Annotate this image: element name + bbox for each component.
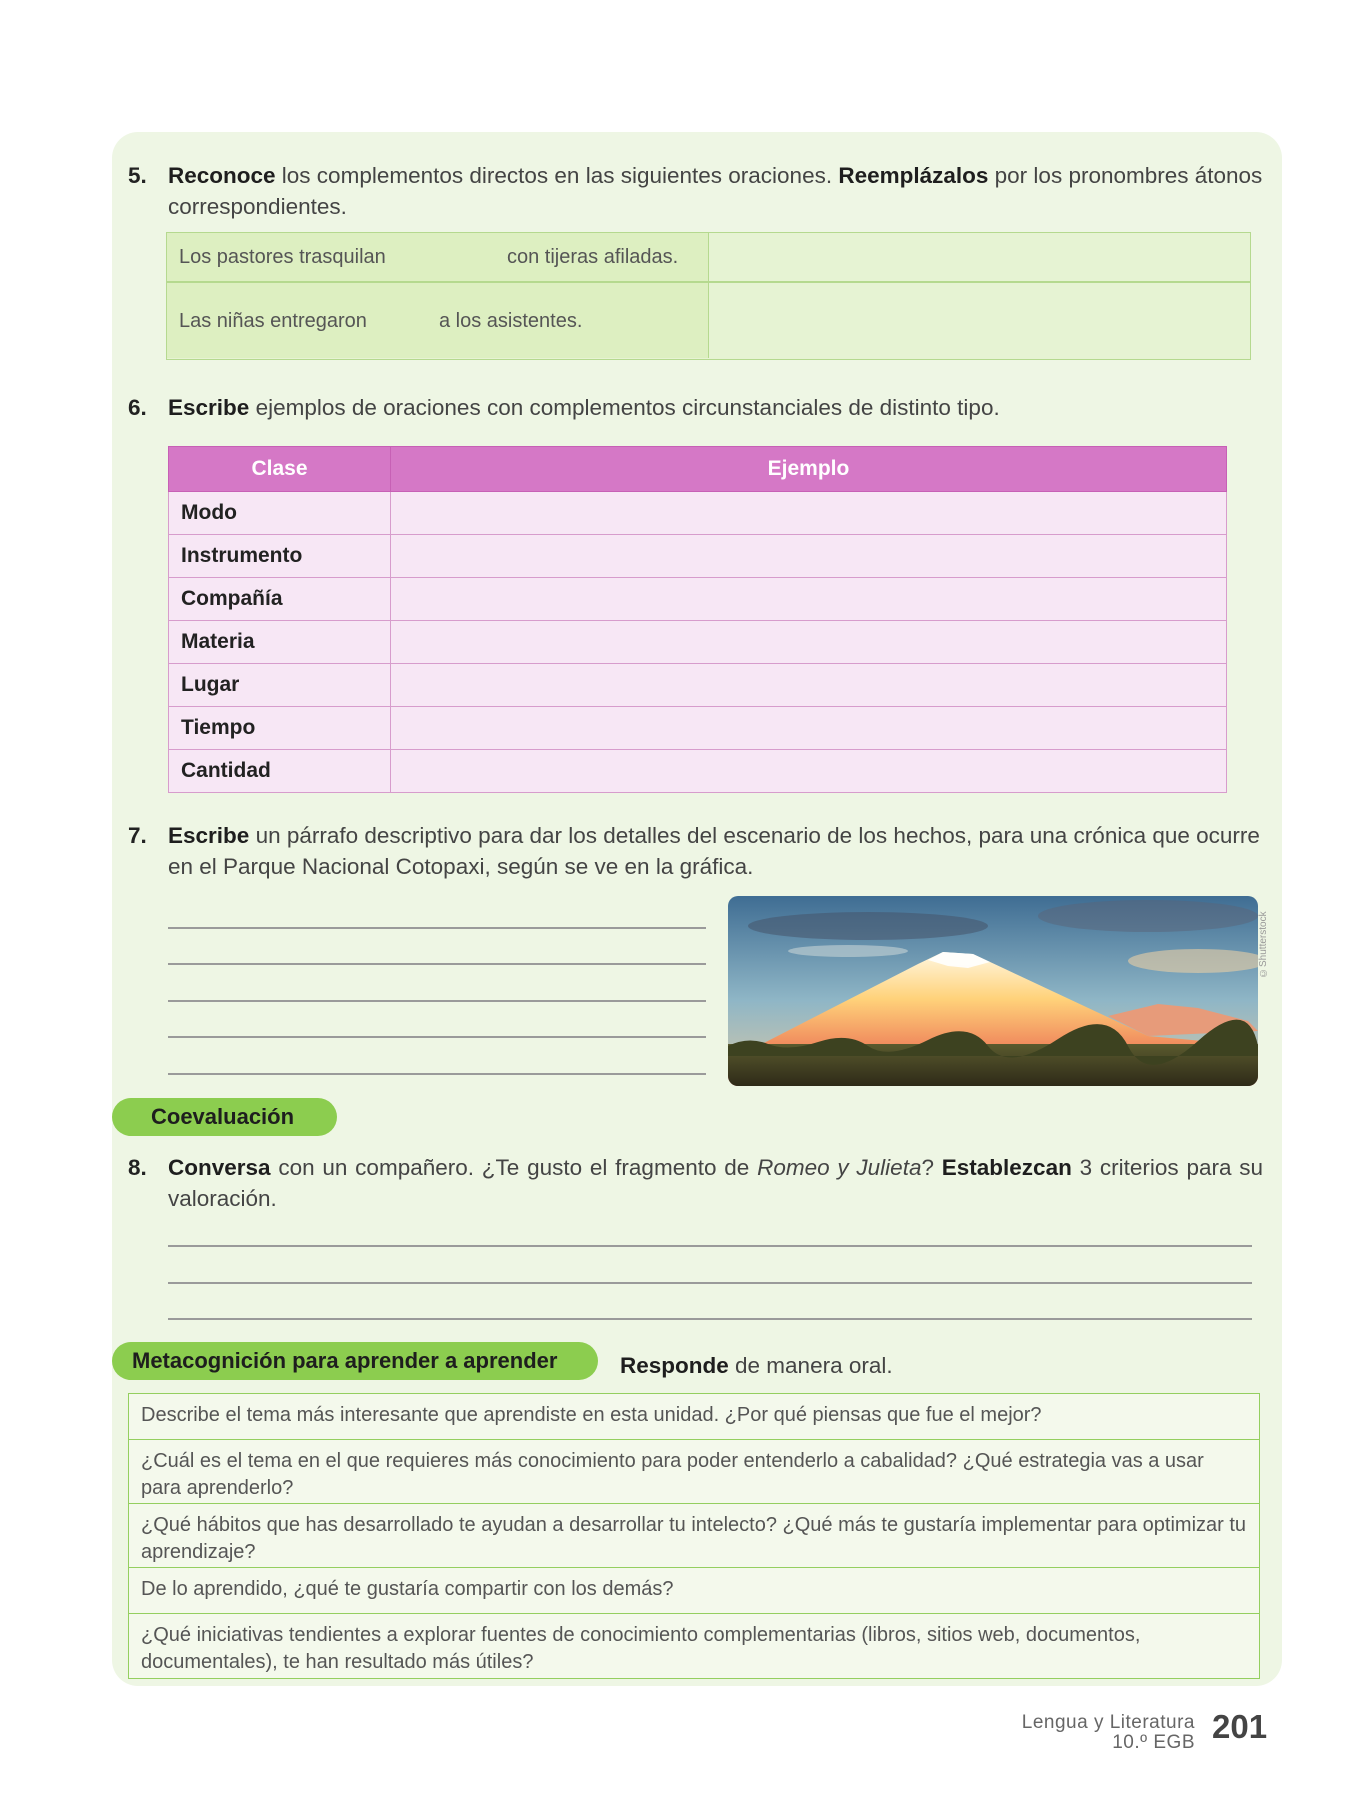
exercise-5 [128,160,1263,222]
exercise-instruction: Conversa con un compañero. ¿Te gusto el fragmento de Romeo y Julieta? Establezcan 3 criterios para su valoración. [168,1155,1264,1211]
table-row [169,578,1227,621]
example-field[interactable] [391,535,1227,578]
list-item: Describe el tema más interesante que aprendiste en esta unidad. ¿Por qué piensas que fue el mejor? [129,1394,1259,1440]
writing-line[interactable] [168,1036,706,1038]
table-row [169,492,1227,535]
class-label: Compañía [169,578,391,621]
class-label: Lugar [169,664,391,707]
footer-subject [1022,1713,1195,1753]
writing-line[interactable] [168,1245,1252,1247]
sentence-1-end: con tijeras afiladas. [507,246,679,268]
exercise-instruction: Escribe un párrafo descriptivo para dar los detalles del escenario de los hechos, para una crónica que ocurre en el Parque Nacional Cotopaxi, según se ve en la gráfica. [168,823,1260,879]
page-number: 201 [1212,1708,1268,1745]
answer-field-1[interactable] [711,233,1250,281]
exercise-instruction: Escribe ejemplos de oraciones con complementos circunstanciales de distinto tipo. [168,395,1000,420]
sentence-2-start: Las niñas entregaron [179,310,367,332]
grade-level: 10.º EGB [1112,1732,1195,1753]
cotopaxi-volcano-photo [728,896,1258,1086]
class-label: Modo [169,492,391,535]
metacognition-label: Metacognición para aprender a aprender [112,1342,598,1380]
metacognition-questions [128,1393,1260,1679]
exercise-number: 7. [128,823,147,848]
class-label: Cantidad [169,750,391,793]
writing-line[interactable] [168,963,706,965]
table-row [169,664,1227,707]
example-field[interactable] [391,664,1227,707]
exercise-number: 6. [128,395,147,420]
writing-line[interactable] [168,927,706,929]
writing-line[interactable] [168,1000,706,1002]
header-clase: Clase [169,447,391,492]
example-field[interactable] [391,578,1227,621]
metacognition-instruction: Responde de manera oral. [620,1353,893,1378]
exercise-7 [128,820,1263,882]
coevaluation-label: Coevaluación [112,1098,337,1136]
table-row [169,621,1227,664]
sentence-2-end: a los asistentes. [439,310,583,332]
example-field[interactable] [391,750,1227,793]
photo-credit: ©Shutterstock [1258,911,1269,978]
example-field[interactable] [391,621,1227,664]
class-label: Materia [169,621,391,664]
list-item: De lo aprendido, ¿qué te gustaría compartir con los demás? [129,1568,1259,1614]
writing-line[interactable] [168,1318,1252,1320]
class-label: Tiempo [169,707,391,750]
header-ejemplo: Ejemplo [391,447,1227,492]
list-item: ¿Cuál es el tema en el que requieres más conocimiento para poder entenderlo a cabalidad? ¿Qué estrategia vas a usar para aprenderlo? [129,1440,1259,1504]
exercise-6 [128,392,1263,423]
circumstantial-complements-table [168,446,1227,793]
exercise-number: 5. [128,163,147,188]
sentence-1-start: Los pastores trasquilan [179,246,386,268]
answer-field-2[interactable] [711,283,1250,358]
example-field[interactable] [391,492,1227,535]
exercise-8 [128,1152,1263,1214]
table-row [169,750,1227,793]
example-field[interactable] [391,707,1227,750]
table-row [169,707,1227,750]
class-label: Instrumento [169,535,391,578]
writing-line[interactable] [168,1282,1252,1284]
table-row [169,535,1227,578]
exercise-instruction: Reconoce los complementos directos en las siguientes oraciones. Reemplázalos por los pronombres átonos correspondientes. [168,163,1263,219]
pronoun-replacement-table [166,232,1251,360]
exercise-number: 8. [128,1155,147,1180]
list-item: ¿Qué hábitos que has desarrollado te ayudan a desarrollar tu intelecto? ¿Qué más te gustaría implementar para optimizar tu aprendizaje? [129,1504,1259,1568]
writing-line[interactable] [168,1073,706,1075]
list-item: ¿Qué iniciativas tendientes a explorar fuentes de conocimiento complementarias (libros, sitios web, documentos, documentales), te han resultado más útiles? [141,1624,1141,1673]
subject-name: Lengua y Literatura [1021,1712,1195,1733]
